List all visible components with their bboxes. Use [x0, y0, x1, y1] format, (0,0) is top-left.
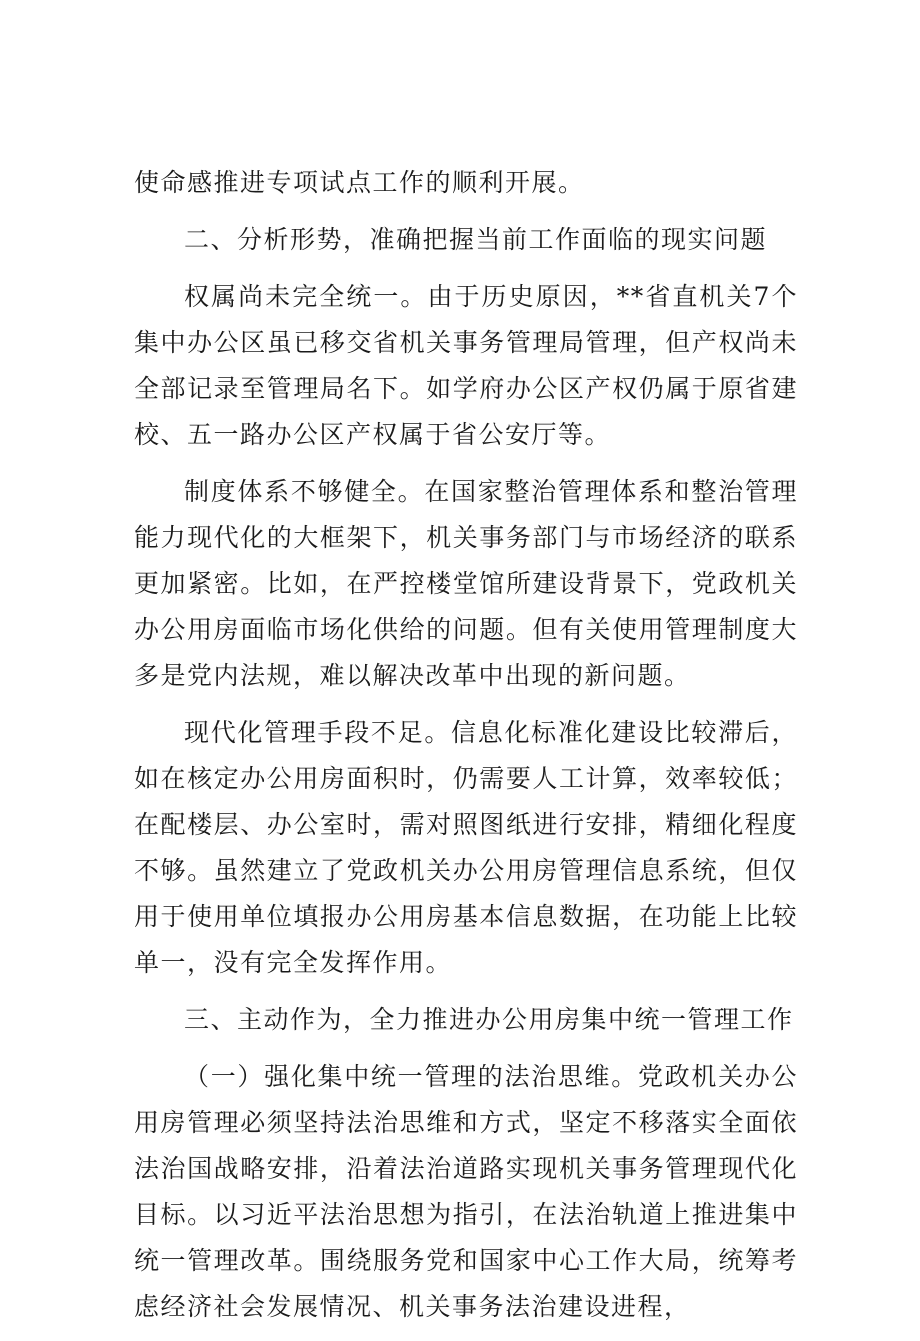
- paragraph-continuation: 使命感推进专项试点工作的顺利开展。: [134, 168, 585, 197]
- document-body: [134, 160, 798, 1341]
- paragraph-modernization: 现代化管理手段不足。信息化标准化建设比较滞后，如在核定办公用房面积时，仍需要人工计算，效率较低；在配楼层、办公室时，需对照图纸进行安排，精细化程度不够。虽然建立了党政机关办公用房管理信息系统，但仅用于使用单位填报办公用房基本信息数据，在功能上比较单一，没有完全发挥作用。: [134, 718, 798, 977]
- paragraph-ownership: 权属尚未完全统一。由于历史原因，**省直机关7个集中办公区虽已移交省机关事务管理局管理，但产权尚未全部记录至管理局名下。如学府办公区产权仍属于原省建校、五一路办公区产权属于省公安厅等。: [134, 282, 798, 449]
- section-heading-3: 三、主动作为，全力推进办公用房集中统一管理工作: [184, 1005, 794, 1034]
- paragraph-rule-of-law: （一）强化集中统一管理的法治思维。党政机关办公用房管理必须坚持法治思维和方式，坚定不移落实全面依法治国战略安排，沿着法治道路实现机关事务管理现代化目标。以习近平法治思想为指引，在法治轨道上推进集中统一管理改革。围绕服务党和国家中心工作大局，统筹考虑经济社会发展情况、机关事务法治建设进程，: [134, 1062, 798, 1321]
- paragraph-institution: 制度体系不够健全。在国家整治管理体系和整治管理能力现代化的大框架下，机关事务部门与市场经济的联系更加紧密。比如，在严控楼堂馆所建设背景下，党政机关办公用房面临市场化供给的问题。但有关使用管理制度大多是党内法规，难以解决改革中出现的新问题。: [134, 477, 798, 690]
- section-heading-2: 二、分析形势，准确把握当前工作面临的现实问题: [184, 225, 768, 254]
